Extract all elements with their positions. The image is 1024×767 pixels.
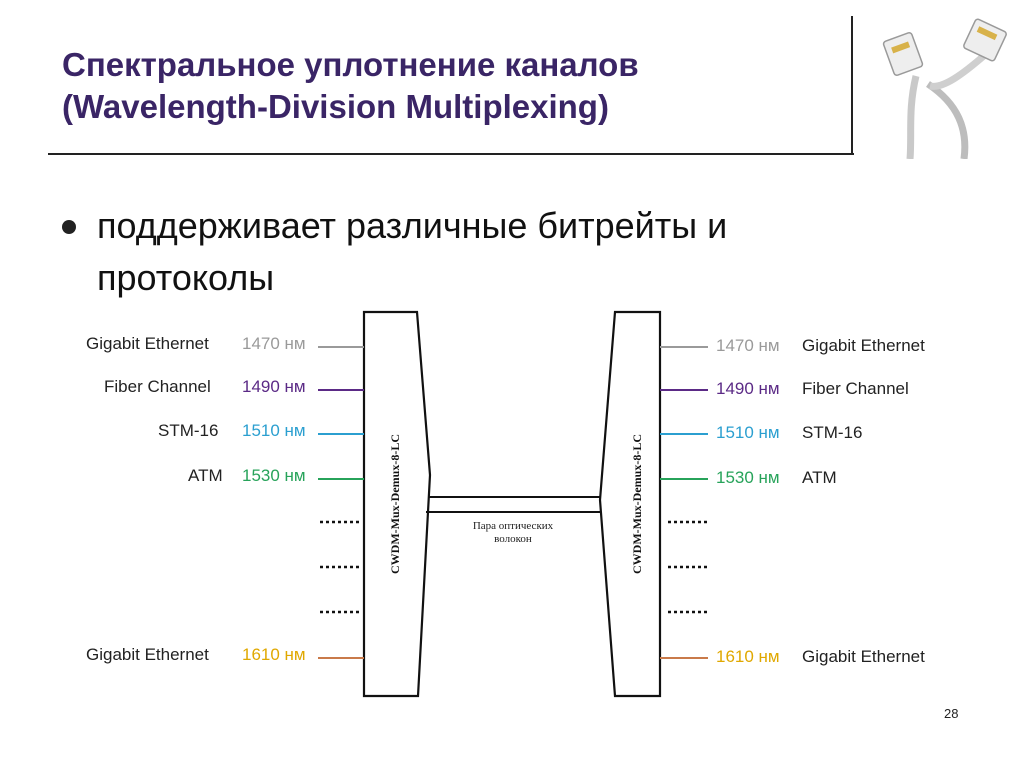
left-wavelength-label-2: 1490 нм [242, 377, 306, 396]
left-service-label-2: Fiber Channel [104, 377, 211, 396]
right-service-label-2: Fiber Channel [802, 379, 909, 398]
left-device-label: CWDM-Mux-Demux-8-LC [388, 434, 402, 574]
right-wavelength-label-4: 1530 нм [716, 468, 780, 487]
left-wavelength-label-3: 1510 нм [242, 421, 306, 440]
left-service-label-3: STM-16 [158, 421, 219, 440]
left-wavelength-label-5: 1610 нм [242, 645, 306, 664]
left-wavelength-label-4: 1530 нм [242, 466, 306, 485]
wdm-diagram [0, 300, 1024, 710]
title-underline [48, 153, 854, 155]
bullet-dot [62, 220, 76, 234]
right-service-label-4: ATM [802, 468, 837, 487]
ethernet-cable-icon [868, 14, 1018, 159]
right-device-label: CWDM-Mux-Demux-8-LC [630, 434, 644, 574]
right-service-label-5: Gigabit Ethernet [802, 647, 925, 666]
right-wavelength-label-3: 1510 нм [716, 423, 780, 442]
slide-title-line1: Спектральное уплотнение каналов [62, 46, 639, 83]
slide-title [62, 44, 842, 128]
right-wavelength-label-1: 1470 нм [716, 336, 780, 355]
left-service-label-5: Gigabit Ethernet [86, 645, 209, 664]
left-service-label-4: ATM [188, 466, 223, 485]
slide-title-line2: (Wavelength-Division Multiplexing) [62, 88, 609, 125]
left-service-label-1: Gigabit Ethernet [86, 334, 209, 353]
right-wavelength-label-5: 1610 нм [716, 647, 780, 666]
fiber-label-line1: Пара оптических [472, 520, 554, 532]
left-wavelength-label-1: 1470 нм [242, 334, 306, 353]
right-service-label-1: Gigabit Ethernet [802, 336, 925, 355]
page-number: 28 [944, 706, 959, 721]
right-wavelength-label-2: 1490 нм [716, 379, 780, 398]
right-service-label-3: STM-16 [802, 423, 863, 442]
fiber-label-line2: волокон [494, 533, 532, 545]
bullet-text: поддерживает различные битрейты и протоколы [97, 205, 728, 298]
title-vertical-rule [851, 16, 853, 155]
